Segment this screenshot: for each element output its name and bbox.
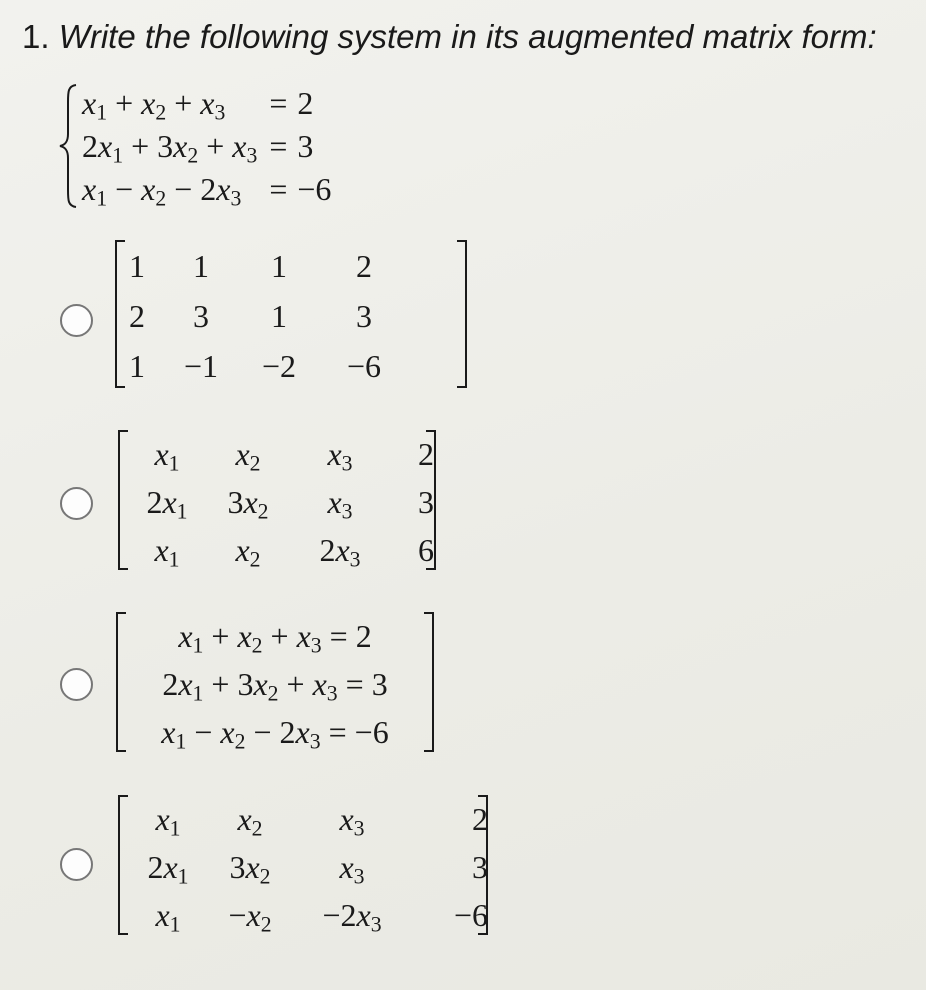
equals-sign: = xyxy=(269,85,288,121)
matrix-cell: $2x_3$ xyxy=(319,531,361,571)
matrix-cell: $x_3$ xyxy=(339,848,365,888)
matrix-row xyxy=(130,708,420,756)
left-brace-icon xyxy=(58,82,80,210)
matrix-cell: $x_1$ xyxy=(155,800,181,840)
matrix-cell: $x_2$ xyxy=(235,531,261,571)
matrix-b xyxy=(118,430,436,570)
matrix-row xyxy=(129,292,409,340)
option-a[interactable] xyxy=(60,240,420,388)
matrix-cell: $x_3$ xyxy=(339,800,365,840)
matrix-row xyxy=(132,891,488,939)
radio-button-d[interactable] xyxy=(60,848,93,881)
equation-lhs: $2x_1 + 3x_2 + x_3$ xyxy=(82,128,258,168)
matrix-cell: $x_2$ xyxy=(237,800,263,840)
matrix-cell: 1 xyxy=(193,247,209,284)
question-number: 1. xyxy=(22,18,50,55)
matrix-cell: $2x_1$ xyxy=(146,483,188,523)
matrix-cell: 3 xyxy=(418,483,434,520)
matrix-table-b xyxy=(132,430,434,574)
matrix-cell: −6 xyxy=(453,896,488,933)
matrix-cell: $x_1$ xyxy=(154,531,180,571)
matrix-row xyxy=(129,240,409,292)
equals-sign: = xyxy=(269,171,288,207)
left-bracket xyxy=(115,240,125,388)
matrix-cell: −6 xyxy=(346,347,382,384)
matrix-table-c xyxy=(130,612,420,756)
matrix-cell: 1 xyxy=(129,347,145,384)
matrix-row xyxy=(130,612,420,660)
matrix-cell: $x_1 - x_2 - 2x_3 = -6$ xyxy=(161,713,389,753)
matrix-d xyxy=(118,795,488,935)
matrix-cell: 3 xyxy=(193,297,209,334)
question-prompt xyxy=(22,18,877,56)
matrix-cell: $x_2$ xyxy=(235,435,261,475)
matrix-cell: 2 xyxy=(129,297,145,334)
equation-lhs: $x_1 - x_2 - 2x_3$ xyxy=(82,171,242,211)
matrix-cell: $2x_1 + 3x_2 + x_3 = 3$ xyxy=(162,665,388,705)
matrix-cell: 3 xyxy=(356,297,372,334)
equation-rhs: 3 xyxy=(297,128,314,164)
matrix-cell: −2 xyxy=(261,347,297,384)
matrix-table-d xyxy=(132,795,488,939)
equation-rhs: −6 xyxy=(297,171,332,207)
matrix-cell: $x_1$ xyxy=(155,896,181,936)
matrix-cell: $2x_1$ xyxy=(147,848,189,888)
right-bracket xyxy=(457,240,467,388)
matrix-cell: 2 xyxy=(356,247,372,284)
matrix-cell: $x_3$ xyxy=(327,483,353,523)
matrix-row xyxy=(132,795,488,843)
matrix-cell: $-x_2$ xyxy=(228,896,272,936)
left-bracket xyxy=(118,430,128,570)
matrix-row xyxy=(129,340,409,392)
matrix-cell: $3x_2$ xyxy=(227,483,269,523)
option-d[interactable] xyxy=(60,795,500,935)
equation-row xyxy=(82,82,331,125)
matrix-cell: 2 xyxy=(472,800,488,837)
matrix-cell: −1 xyxy=(183,347,219,384)
radio-button-b[interactable] xyxy=(60,487,93,520)
equation-row xyxy=(82,168,331,211)
matrix-row xyxy=(132,478,434,526)
matrix-cell: 2 xyxy=(418,435,434,472)
matrix-table-a xyxy=(129,240,409,392)
right-bracket xyxy=(424,612,434,752)
equation-table xyxy=(82,82,331,211)
radio-button-c[interactable] xyxy=(60,668,93,701)
matrix-cell: 1 xyxy=(129,247,145,284)
left-bracket xyxy=(116,612,126,752)
matrix-cell: $-2x_3$ xyxy=(322,896,382,936)
matrix-cell: 6 xyxy=(418,531,434,568)
radio-button-a[interactable] xyxy=(60,304,93,337)
option-b[interactable] xyxy=(60,430,440,570)
equation-row xyxy=(82,125,331,168)
equation-rhs: 2 xyxy=(297,85,314,121)
left-bracket xyxy=(118,795,128,935)
matrix-row xyxy=(132,526,434,574)
matrix-row xyxy=(132,430,434,478)
equation-lhs: $x_1 + x_2 + x_3$ xyxy=(82,85,226,125)
matrix-row xyxy=(130,660,420,708)
matrix-a xyxy=(115,240,467,388)
matrix-cell: $x_1 + x_2 + x_3 = 2$ xyxy=(178,617,372,657)
matrix-cell: 1 xyxy=(271,297,287,334)
matrix-row xyxy=(132,843,488,891)
matrix-cell: $x_3$ xyxy=(327,435,353,475)
matrix-cell: 1 xyxy=(271,247,287,284)
question-stem: Write the following system in its augmented matrix form: xyxy=(58,18,877,55)
option-c[interactable] xyxy=(60,612,440,752)
matrix-c xyxy=(116,612,434,752)
matrix-cell: $x_1$ xyxy=(154,435,180,475)
matrix-cell: 3 xyxy=(472,848,488,885)
equals-sign: = xyxy=(269,128,288,164)
matrix-cell: $3x_2$ xyxy=(229,848,271,888)
